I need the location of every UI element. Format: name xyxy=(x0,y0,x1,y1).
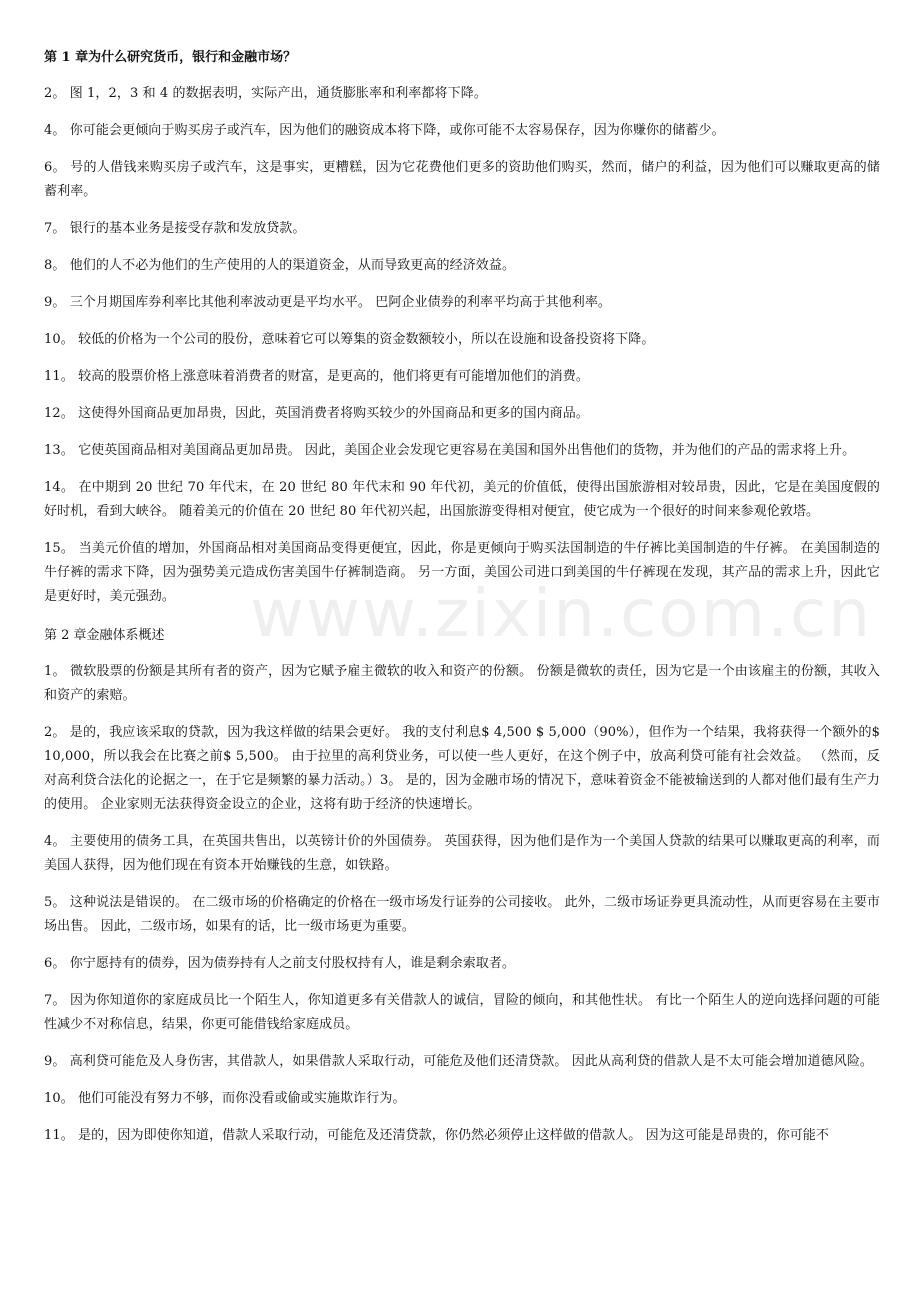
answer-2-10: 10。 他们可能没有努力不够，而你没看或偷或实施欺诈行为。 xyxy=(44,1091,406,1106)
answer-2-5: 5。 这种说法是错误的。 在二级市场的价格确定的价格在一级市场发行证券的公司接收。 此外，二级市场证券更具流动性，从而更容易在主要市场出售。 因此，二级市场，如果有的话，比一级市场更为重要。 xyxy=(44,895,880,934)
answer-2-6: 6。 你宁愿持有的债券，因为债券持有人之前支付股权持有人，谁是剩余索取者。 xyxy=(44,956,516,971)
answer-2-11: 11。 是的，因为即使你知道，借款人采取行动，可能危及还清贷款，你仍然必须停止这样做的借款人。 因为这可能是昂贵的，你可能不 xyxy=(44,1128,830,1143)
answer-1-6: 6。 号的人借钱来购买房子或汽车，这是事实，更糟糕，因为它花费他们更多的资助他们购买，然而，储户的利益，因为他们可以赚取更高的储蓄利率。 xyxy=(44,160,880,199)
answer-1-7: 7。 银行的基本业务是接受存款和发放贷款。 xyxy=(44,221,306,236)
chapter-1-title: 第 1 章为什么研究货币，银行和金融市场？ xyxy=(44,50,297,65)
answer-1-15: 15。 当美元价值的增加，外国商品相对美国商品变得更便宜，因此，你是更倾向于购买法国制造的牛仔裤比美国制造的牛仔裤。 在美国制造的牛仔裤的需求下降，因为强势美元造成伤害美国牛仔裤制造商。 另一方面，美国公司进口到美国的牛仔裤现在发现，其产品的需求上升，因此它是更好时，美元强劲。 xyxy=(44,541,880,604)
document-page xyxy=(44,44,880,1161)
answer-2-2: 2。 是的，我应该采取的贷款，因为我这样做的结果会更好。 我的支付利息$ 4,500 $ 5,000（90%），但作为一个结果，我将获得一个额外的$ 10,000，所以我会在比赛之前$ 5,500。 由于拉里的高利贷业务，可以使一些人更好，在这个例子中，放高利贷可能有社会效益。 （然而，反对高利贷合法化的论据之一，在于它是频繁的暴力活动。）3。 是的，因为金融市场的情况下，意味着资金不能被输送到的人都对他们最有生产力的使用。 企业家则无法获得资金设立的企业，这将有助于经济的快速增长。 xyxy=(44,725,880,812)
answer-2-9: 9。 高利贷可能危及人身伤害，其借款人，如果借款人采取行动，可能危及他们还清贷款。 因此从高利贷的借款人是不太可能会增加道德风险。 xyxy=(44,1054,874,1069)
answer-2-4: 4。 主要使用的债务工具，在英国共售出，以英镑计价的外国债券。 英国获得，因为他们是作为一个美国人贷款的结果可以赚取更高的利率，而美国人获得，因为他们现在有资本开始赚钱的生意，如铁路。 xyxy=(44,834,880,873)
answer-1-8: 8。 他们的人不必为他们的生产使用的人的渠道资金，从而导致更高的经济效益。 xyxy=(44,258,516,273)
answer-1-4: 4。 你可能会更倾向于购买房子或汽车，因为他们的融资成本将下降，或你可能不太容易保存，因为你赚你的储蓄少。 xyxy=(44,123,725,138)
chapter-2-title: 第 2 章金融体系概述 xyxy=(44,628,165,643)
answer-1-2: 2。 图 1，2，3 和 4 的数据表明，实际产出，通货膨胀率和利率都将下降。 xyxy=(44,86,487,101)
answer-1-10: 10。 较低的价格为一个公司的股份，意味着它可以筹集的资金数额较小，所以在设施和设备投资将下降。 xyxy=(44,332,655,347)
answer-1-9: 9。 三个月期国库券利率比其他利率波动更是平均水平。 巴阿企业债券的利率平均高于其他利率。 xyxy=(44,295,612,310)
answer-2-1: 1。 微软股票的份额是其所有者的资产，因为它赋予雇主微软的收入和资产的份额。 份额是微软的责任，因为它是一个由该雇主的份额，其收入和资产的索赔。 xyxy=(44,664,880,703)
answer-1-14: 14。 在中期到 20 世纪 70 年代末，在 20 世纪 80 年代末和 90 年代初，美元的价值低，使得出国旅游相对较昂贵，因此，它是在美国度假的好时机，看到大峡谷。 随着美元的价值在 20 世纪 80 年代初兴起，出国旅游变得相对便宜，使它成为一个很好的时间来参观伦敦塔。 xyxy=(44,480,880,519)
answer-1-12: 12。 这使得外国商品更加昂贵，因此，英国消费者将购买较少的外国商品和更多的国内商品。 xyxy=(44,406,589,421)
answer-1-11: 11。 较高的股票价格上涨意味着消费者的财富，是更高的，他们将更有可能增加他们的消费。 xyxy=(44,369,589,384)
watermark: www.zixin.com.cn xyxy=(250,575,873,652)
answer-2-7: 7。 因为你知道你的家庭成员比一个陌生人，你知道更多有关借款人的诚信，冒险的倾向，和其他性状。 有比一个陌生人的逆向选择问题的可能性减少不对称信息，结果，你更可能借钱给家庭成员。 xyxy=(44,993,880,1032)
answer-1-13: 13。 它使英国商品相对美国商品更加昂贵。 因此，美国企业会发现它更容易在美国和国外出售他们的货物，并为他们的产品的需求将上升。 xyxy=(44,443,856,458)
